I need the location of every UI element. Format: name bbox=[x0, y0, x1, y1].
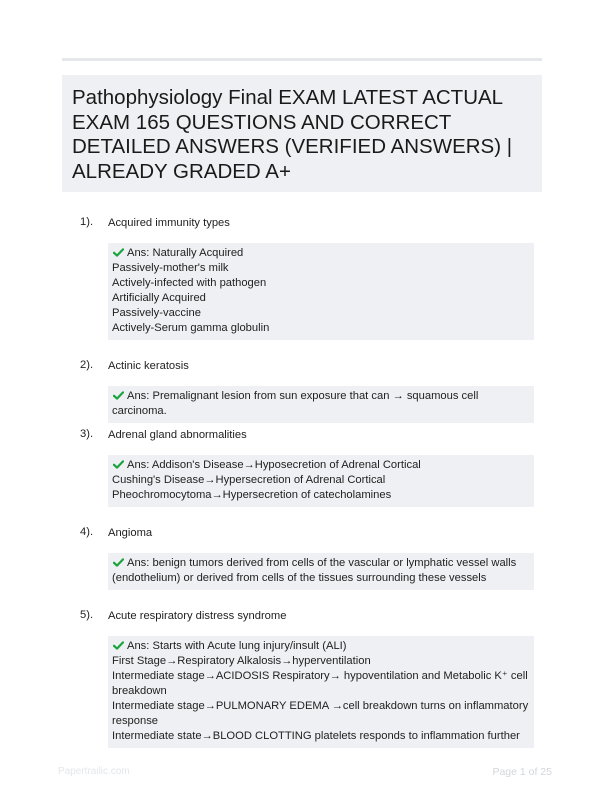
question-text: Adrenal gland abnormalities bbox=[108, 429, 247, 441]
check-icon bbox=[113, 460, 124, 469]
check-icon bbox=[113, 248, 124, 257]
footer-watermark: Papertrailic.com bbox=[58, 766, 130, 777]
answer-line: Intermediate state→BLOOD CLOTTING platelets responds to inflammation further bbox=[112, 730, 520, 742]
qa-item-3 bbox=[80, 426, 542, 507]
answer-line: Passively-vaccine bbox=[112, 307, 201, 319]
title-box bbox=[62, 75, 542, 192]
page-number: Page 1 of 25 bbox=[492, 766, 552, 778]
question-text: Actinic keratosis bbox=[108, 360, 189, 372]
answer-line: Ans: benign tumors derived from cells of the vascular or lymphatic vessel walls bbox=[112, 556, 529, 571]
answer-line: Passively-mother's milk bbox=[112, 262, 229, 274]
answer-line: Actively-Serum gamma globulin bbox=[112, 322, 270, 334]
answer-box bbox=[108, 455, 534, 507]
answer-box bbox=[108, 386, 534, 423]
top-divider bbox=[62, 58, 542, 61]
question-number: 5). bbox=[80, 609, 94, 621]
check-icon bbox=[113, 558, 124, 567]
answer-line: breakdown bbox=[112, 685, 167, 697]
question-number: 3). bbox=[80, 428, 94, 440]
answer-line: Pheochromocytoma→Hypersecretion of catecholamines bbox=[112, 489, 392, 501]
answer-line: Ans: Starts with Acute lung injury/insult (ALI) bbox=[112, 639, 529, 654]
question-number: 1). bbox=[80, 216, 94, 228]
question-text: Acquired immunity types bbox=[108, 217, 230, 229]
answer-line: (endothelium) or derived from cells of the tissues surrounding these vessels bbox=[112, 572, 487, 584]
answer-line: Cushing's Disease→Hypersecretion of Adrenal Cortical bbox=[112, 474, 386, 486]
answer-line: Actively-infected with pathogen bbox=[112, 277, 267, 289]
answer-line: Intermediate stage→ACIDOSIS Respiratory→ hypoventilation and Metabolic K⁺ cell bbox=[112, 670, 528, 682]
answer-line: Ans: Addison's Disease→Hyposecretion of Adrenal Cortical bbox=[112, 458, 529, 473]
document-title: Pathophysiology Final EXAM LATEST ACTUAL EXAM 165 QUESTIONS AND CORRECT DETAILED ANSWERS (VERIFIED ANSWERS) | ALREADY GRADED A+ bbox=[72, 86, 513, 183]
answer-line: First Stage→Respiratory Alkalosis→hyperventilation bbox=[112, 655, 371, 667]
question-text: Angioma bbox=[108, 527, 153, 539]
answer-line: response bbox=[112, 715, 159, 727]
qa-item-2 bbox=[80, 357, 542, 423]
answer-line: Ans: Naturally Acquired bbox=[112, 246, 529, 261]
answer-line: Artificially Acquired bbox=[112, 292, 206, 304]
answer-box bbox=[108, 636, 534, 748]
answer-line: Ans: Premalignant lesion from sun exposure that can → squamous cell carcinoma. bbox=[112, 390, 479, 417]
qa-item-1 bbox=[80, 214, 542, 340]
qa-item-5 bbox=[80, 607, 542, 748]
check-icon bbox=[113, 391, 124, 400]
question-number: 2). bbox=[80, 359, 94, 371]
answer-box bbox=[108, 243, 534, 340]
qa-item-4 bbox=[80, 524, 542, 590]
check-icon bbox=[113, 641, 124, 650]
answer-line: Intermediate stage→PULMONARY EDEMA →cell breakdown turns on inflammatory bbox=[112, 700, 529, 712]
question-number: 4). bbox=[80, 526, 94, 538]
answer-box bbox=[108, 553, 534, 590]
question-text: Acute respiratory distress syndrome bbox=[108, 610, 287, 622]
